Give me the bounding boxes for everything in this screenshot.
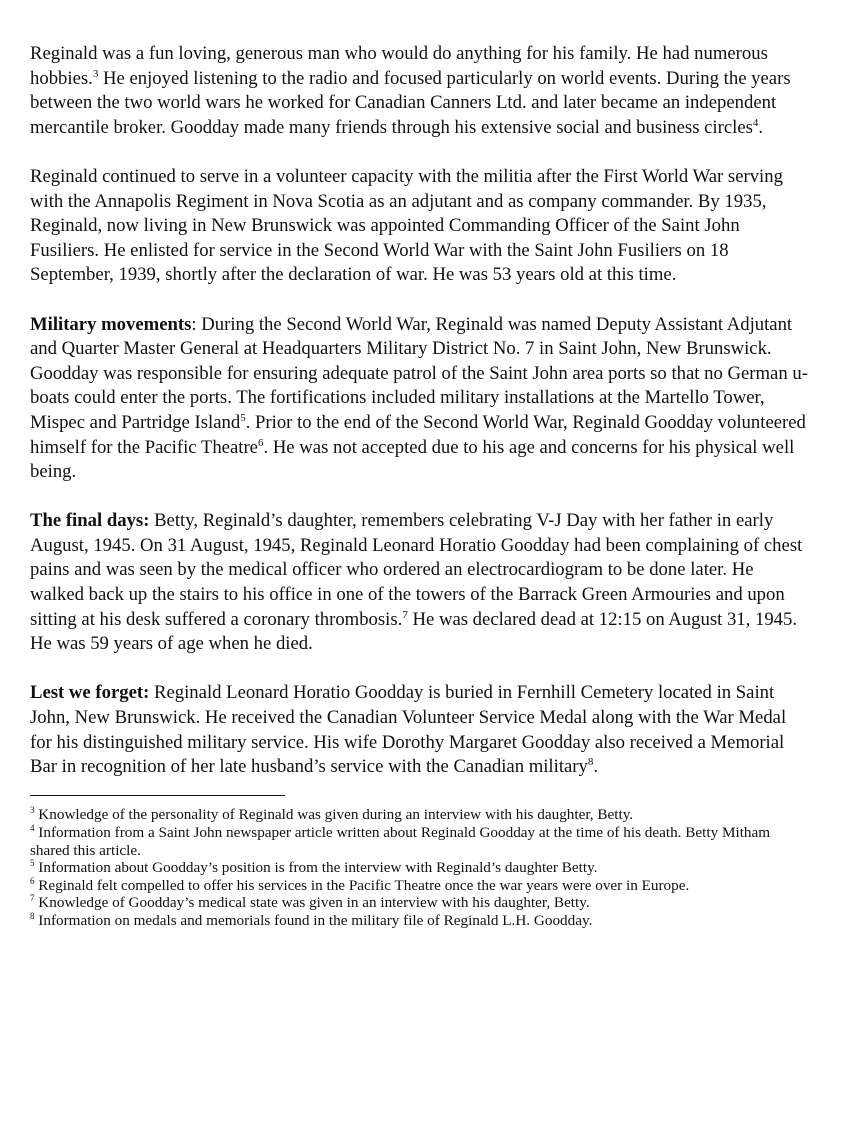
footnote-ref: 5	[240, 411, 246, 424]
paragraph-heading: Lest we forget:	[30, 682, 150, 704]
footnote	[30, 806, 810, 824]
footnote-ref: 7	[402, 608, 408, 621]
footnote-number: 8	[30, 910, 35, 921]
footnotes	[30, 806, 810, 929]
footnote	[30, 877, 810, 895]
paragraph-text: . He was not accepted due to his age and concerns for his physical well being.	[30, 436, 795, 483]
footnote-text: Knowledge of Goodday’s medical state was given in an interview with his daughter, Betty.	[34, 894, 590, 912]
footnote-ref: 8	[587, 756, 594, 769]
paragraph-text: He was declared dead at 12:15 on August 31, 1945. He was 59 years of age when he died.	[30, 608, 798, 655]
footnote-text: Information on medals and memorials found in the military file of Reginald L.H. Goodday.	[34, 911, 593, 929]
footnote-text: Information about Goodday’s position is from the interview with Reginald’s daughter Betty.	[34, 859, 598, 877]
paragraph-text: He enjoyed listening to the radio and focused particularly on world events. During the years between the two world wars he worked for Canadian Canners Ltd. and later became an independent mercantile broker. Goodday made many friends through his extensive social and business circles	[30, 67, 791, 138]
footnote	[30, 859, 810, 877]
body-text	[30, 42, 810, 780]
paragraph-text: Reginald was a fun loving, generous man who would do anything for his family. He had numerous hobbies.	[30, 43, 768, 89]
paragraph-text: .	[593, 756, 599, 778]
footnote-number: 4	[30, 823, 35, 833]
paragraph-text: Betty, Reginald’s daughter, remembers celebrating V-J Day with her father in early August, 1945. On 31 August, 1945, Reginald Leonard Horatio Goodday had been complaining of chest pains and was seen by the medical officer who ordered an electrocardiogram to be done later. He walked back up the stairs to his office in one of the towers of the Barrack Green Armouries and upon sitting at his desk suffered a coronary thrombosis.	[30, 510, 803, 630]
footnote-ref: 6	[257, 436, 264, 449]
footnote-ref: 4	[752, 116, 759, 129]
footnote-number: 6	[30, 875, 35, 886]
paragraph	[30, 42, 810, 140]
paragraph-heading: The final days:	[30, 510, 150, 532]
paragraph	[30, 165, 810, 288]
paragraph-text: Reginald continued to serve in a volunteer capacity with the militia after the First World War serving with the Annapolis Regiment in Nova Scotia as an adjutant and as company commander. By 1935, Reginald, now living in New Brunswick was appointed Commanding Officer of the Saint John Fusiliers. He enlisted for service in the Second World War with the Saint John Fusiliers on 18 September, 1939, shortly after the declaration of war. He was 53 years old at this time.	[30, 165, 783, 286]
footnote-divider	[30, 795, 285, 796]
paragraph-text: Reginald Leonard Horatio Goodday is buried in Fernhill Cemetery located in Saint John, New Brunswick. He received the Canadian Volunteer Service Medal along with the War Medal for his distinguished military service. His wife Dorothy Margaret Goodday also received a Memorial Bar in recognition of her late husband’s service with the Canadian military	[30, 682, 787, 778]
document-page	[30, 42, 810, 930]
footnote-ref: 3	[92, 67, 99, 80]
footnote-number: 5	[30, 858, 35, 869]
footnote-text: Information from a Saint John newspaper article written about Reginald Goodday at the time of his death. Betty Mitham shared this article.	[30, 824, 771, 859]
paragraph	[30, 313, 810, 485]
paragraph	[30, 509, 810, 657]
footnote-text: Reginald felt compelled to offer his services in the Pacific Theatre once the war years were over in Europe.	[34, 876, 690, 894]
paragraph-text: . Prior to the end of the Second World War, Reginald Goodday volunteered himself for the Pacific Theatre	[30, 411, 806, 458]
footnote	[30, 912, 810, 930]
paragraph-heading: Military movements	[30, 313, 192, 335]
footnote	[30, 894, 810, 912]
paragraph-text: .	[758, 116, 764, 138]
footnote	[30, 824, 810, 859]
paragraph	[30, 681, 810, 779]
footnote-text: Knowledge of the personality of Reginald was given during an interview with his daughter, Betty.	[34, 806, 634, 824]
paragraph-text: : During the Second World War, Reginald was named Deputy Assistant Adjutant and Quarter Master General at Headquarters Military District No. 7 in Saint John, New Brunswick. Goodday was responsible for ensuring adequate patrol of the Saint John area ports so that no German u-boats could enter the ports. The fortifications included military installations at the Martello Tower, Mispec and Partridge Island	[30, 313, 808, 433]
footnote-number: 7	[30, 893, 35, 904]
footnote-number: 3	[30, 805, 35, 816]
